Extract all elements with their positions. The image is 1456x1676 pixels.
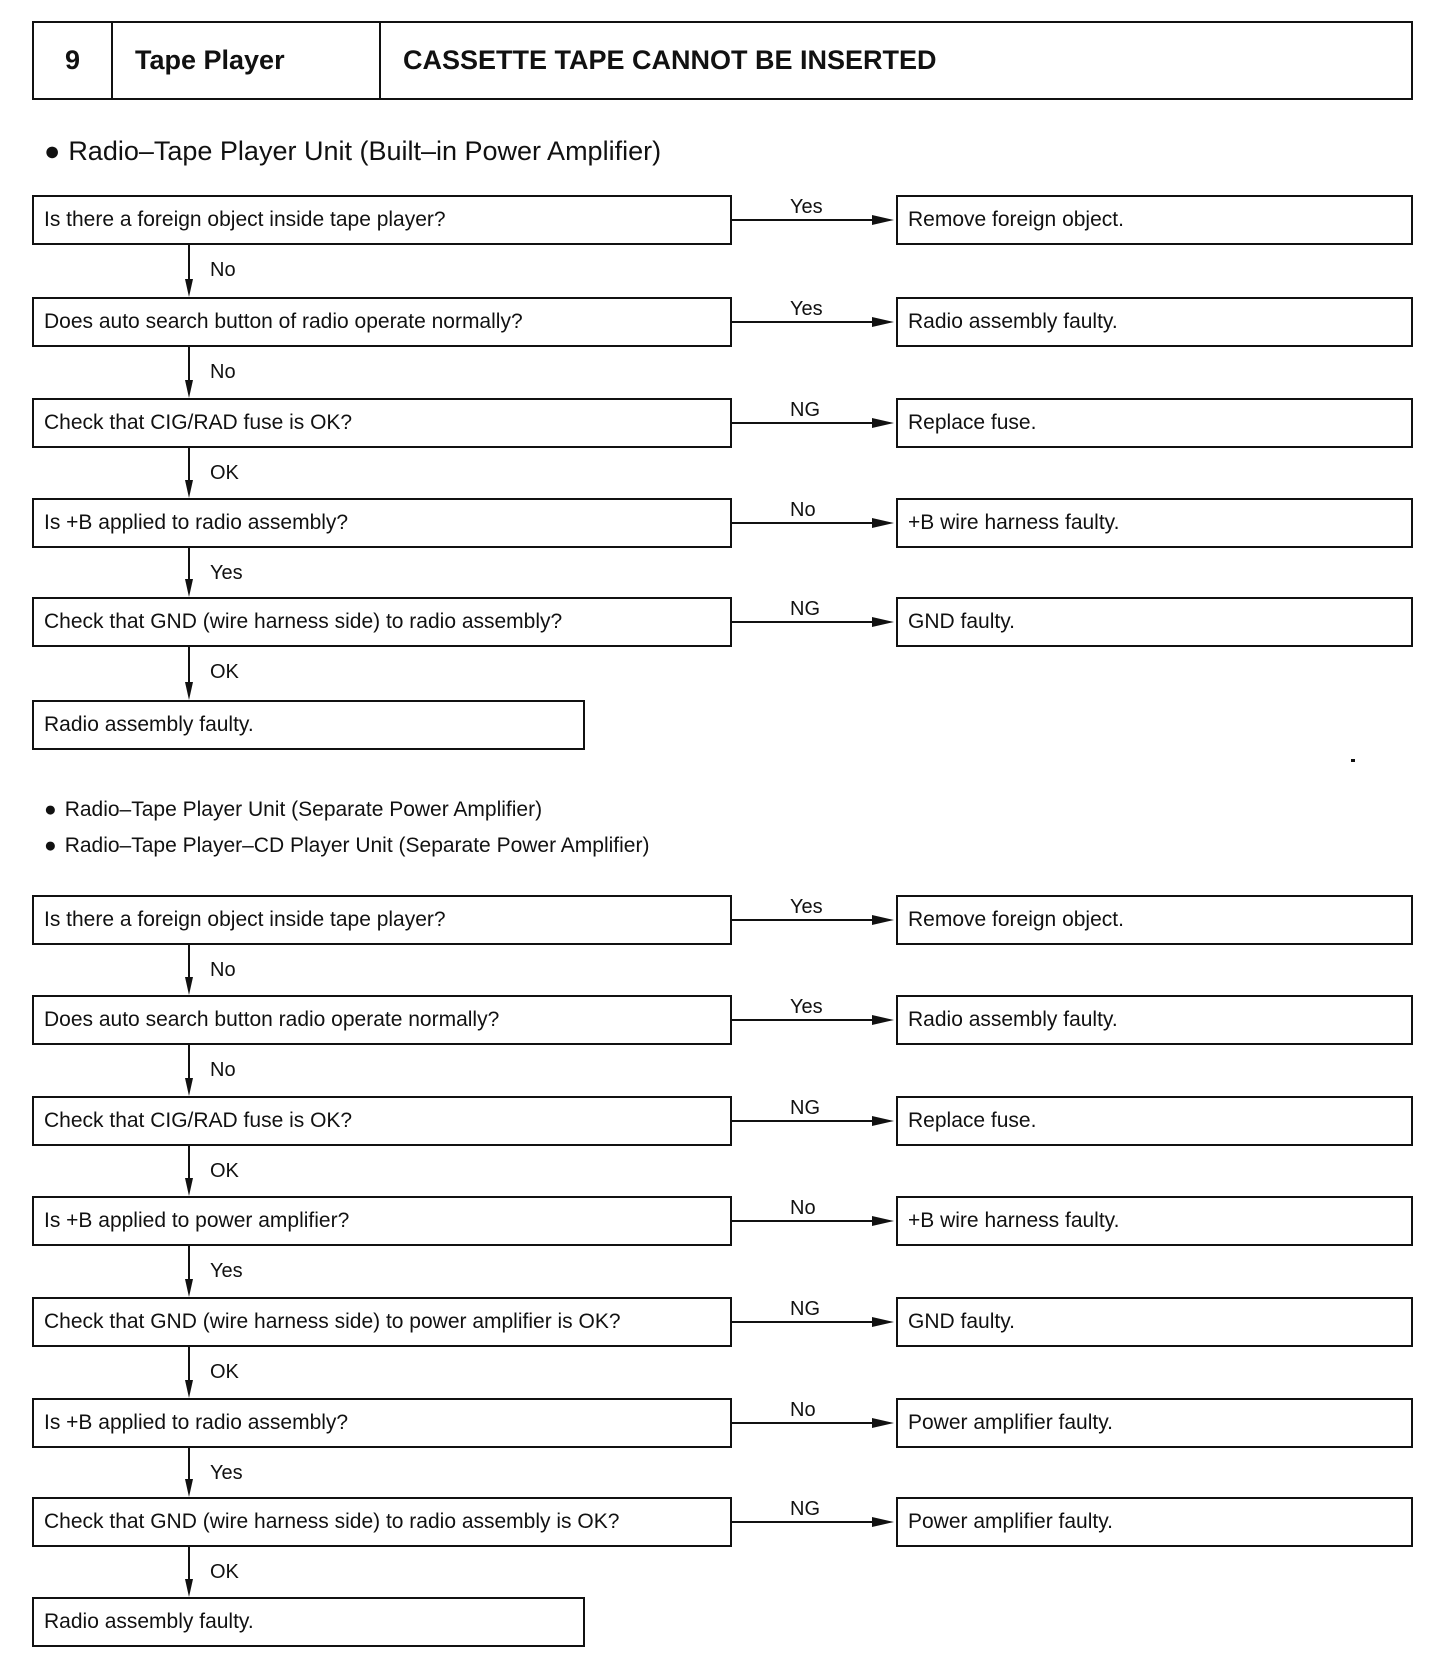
arrow-down-icon — [185, 279, 193, 297]
final-result-box — [32, 1597, 585, 1647]
down-connector — [188, 548, 190, 583]
bullet-icon: ● — [44, 834, 57, 857]
result-text: GND faulty. — [908, 610, 1015, 633]
section-2-subtitle-1 — [44, 798, 542, 822]
down-label: Yes — [210, 562, 243, 584]
branch-connector — [732, 919, 874, 921]
arrow-right-icon — [872, 1517, 894, 1527]
question-text: Check that CIG/RAD fuse is OK? — [44, 1109, 353, 1132]
result-box — [896, 1196, 1413, 1246]
down-label: OK — [210, 462, 239, 484]
arrow-right-icon — [872, 1015, 894, 1025]
branch-connector — [732, 621, 874, 623]
scan-speck — [1351, 759, 1355, 762]
question-text: Is +B applied to radio assembly? — [44, 511, 349, 534]
branch-label: Yes — [790, 996, 823, 1018]
question-text: Is there a foreign object inside tape player? — [44, 908, 446, 931]
question-text: Check that GND (wire harness side) to radio assembly is OK? — [44, 1510, 620, 1533]
result-box — [896, 895, 1413, 945]
down-label: No — [210, 361, 236, 383]
branch-connector — [732, 1120, 874, 1122]
branch-label: No — [790, 1399, 816, 1421]
arrow-down-icon — [185, 380, 193, 398]
result-text: Replace fuse. — [908, 411, 1037, 434]
result-text: Power amplifier faulty. — [908, 1411, 1114, 1434]
down-connector — [188, 647, 190, 686]
question-box — [32, 398, 732, 448]
arrow-right-icon — [872, 317, 894, 327]
arrow-down-icon — [185, 1380, 193, 1398]
question-box — [32, 297, 732, 347]
down-label: No — [210, 959, 236, 981]
down-connector — [188, 1146, 190, 1182]
question-box — [32, 1297, 732, 1347]
arrow-down-icon — [185, 480, 193, 498]
result-text: Radio assembly faulty. — [908, 310, 1118, 333]
result-text: Remove foreign object. — [908, 208, 1124, 231]
question-box — [32, 1096, 732, 1146]
branch-label: Yes — [790, 896, 823, 918]
question-text: Does auto search button of radio operate normally? — [44, 310, 523, 333]
result-text: +B wire harness faulty. — [908, 511, 1120, 534]
branch-connector — [732, 1220, 874, 1222]
branch-label: Yes — [790, 196, 823, 218]
arrow-down-icon — [185, 682, 193, 700]
final-result-text: Radio assembly faulty. — [44, 1610, 254, 1633]
section-1-unit-label: Radio–Tape Player Unit (Built–in Power Amplifier) — [68, 136, 662, 166]
down-connector — [188, 347, 190, 384]
question-text: Is +B applied to radio assembly? — [44, 1411, 349, 1434]
final-result-box — [32, 700, 585, 750]
result-text: Replace fuse. — [908, 1109, 1037, 1132]
question-text: Check that CIG/RAD fuse is OK? — [44, 411, 353, 434]
result-text: +B wire harness faulty. — [908, 1209, 1120, 1232]
branch-label: Yes — [790, 298, 823, 320]
arrow-right-icon — [872, 1317, 894, 1327]
section-1-subtitle — [44, 136, 661, 166]
result-box — [896, 1096, 1413, 1146]
page-title: CASSETTE TAPE CANNOT BE INSERTED — [403, 45, 937, 75]
arrow-right-icon — [872, 1116, 894, 1126]
result-box — [896, 195, 1413, 245]
question-box — [32, 895, 732, 945]
arrow-down-icon — [185, 1479, 193, 1497]
bullet-icon: ● — [44, 798, 57, 821]
down-connector — [188, 448, 190, 484]
section-2-unit-label-2: Radio–Tape Player–CD Player Unit (Separate Power Amplifier) — [64, 834, 650, 857]
result-text: Radio assembly faulty. — [908, 1008, 1118, 1031]
branch-connector — [732, 1321, 874, 1323]
down-connector — [188, 1448, 190, 1483]
section-number: 9 — [34, 23, 113, 98]
down-label: No — [210, 1059, 236, 1081]
question-box — [32, 1196, 732, 1246]
branch-label: NG — [790, 1298, 820, 1320]
arrow-right-icon — [872, 518, 894, 528]
down-label: Yes — [210, 1462, 243, 1484]
down-label: OK — [210, 1561, 239, 1583]
branch-label: NG — [790, 399, 820, 421]
bullet-icon: ● — [44, 136, 61, 166]
question-text: Is there a foreign object inside tape player? — [44, 208, 446, 231]
question-box — [32, 498, 732, 548]
down-label: OK — [210, 1160, 239, 1182]
result-box — [896, 297, 1413, 347]
question-box — [32, 1497, 732, 1547]
branch-connector — [732, 1019, 874, 1021]
down-label: OK — [210, 1361, 239, 1383]
page-header — [32, 21, 1413, 100]
arrow-right-icon — [872, 915, 894, 925]
result-box — [896, 597, 1413, 647]
question-box — [32, 1398, 732, 1448]
result-box — [896, 498, 1413, 548]
arrow-down-icon — [185, 1178, 193, 1196]
arrow-right-icon — [872, 1216, 894, 1226]
down-connector — [188, 1547, 190, 1583]
arrow-right-icon — [872, 1418, 894, 1428]
branch-label: NG — [790, 1498, 820, 1520]
arrow-right-icon — [872, 617, 894, 627]
arrow-down-icon — [185, 977, 193, 995]
branch-connector — [732, 1422, 874, 1424]
question-box — [32, 597, 732, 647]
result-box — [896, 398, 1413, 448]
down-label: Yes — [210, 1260, 243, 1282]
final-result-text: Radio assembly faulty. — [44, 713, 254, 736]
down-connector — [188, 1347, 190, 1384]
section-category: Tape Player — [113, 23, 381, 98]
branch-connector — [732, 321, 874, 323]
result-box — [896, 1497, 1413, 1547]
arrow-down-icon — [185, 579, 193, 597]
branch-connector — [732, 1521, 874, 1523]
question-box — [32, 195, 732, 245]
down-connector — [188, 945, 190, 981]
branch-label: NG — [790, 1097, 820, 1119]
arrow-down-icon — [185, 1078, 193, 1096]
question-text: Is +B applied to power amplifier? — [44, 1209, 350, 1232]
down-label: OK — [210, 661, 239, 683]
arrow-down-icon — [185, 1579, 193, 1597]
result-text: Power amplifier faulty. — [908, 1510, 1114, 1533]
branch-label: NG — [790, 598, 820, 620]
result-box — [896, 995, 1413, 1045]
section-2-subtitle-2 — [44, 834, 649, 858]
branch-connector — [732, 219, 874, 221]
down-connector — [188, 245, 190, 283]
arrow-right-icon — [872, 215, 894, 225]
down-label: No — [210, 259, 236, 281]
branch-label: No — [790, 1197, 816, 1219]
result-box — [896, 1398, 1413, 1448]
down-connector — [188, 1045, 190, 1082]
arrow-down-icon — [185, 1279, 193, 1297]
result-text: Remove foreign object. — [908, 908, 1124, 931]
result-text: GND faulty. — [908, 1310, 1015, 1333]
down-connector — [188, 1246, 190, 1283]
question-text: Does auto search button radio operate normally? — [44, 1008, 500, 1031]
section-2-unit-label-1: Radio–Tape Player Unit (Separate Power Amplifier) — [64, 798, 543, 821]
question-text: Check that GND (wire harness side) to power amplifier is OK? — [44, 1310, 621, 1333]
branch-label: No — [790, 499, 816, 521]
question-box — [32, 995, 732, 1045]
question-text: Check that GND (wire harness side) to radio assembly? — [44, 610, 563, 633]
result-box — [896, 1297, 1413, 1347]
arrow-right-icon — [872, 418, 894, 428]
branch-connector — [732, 422, 874, 424]
branch-connector — [732, 522, 874, 524]
